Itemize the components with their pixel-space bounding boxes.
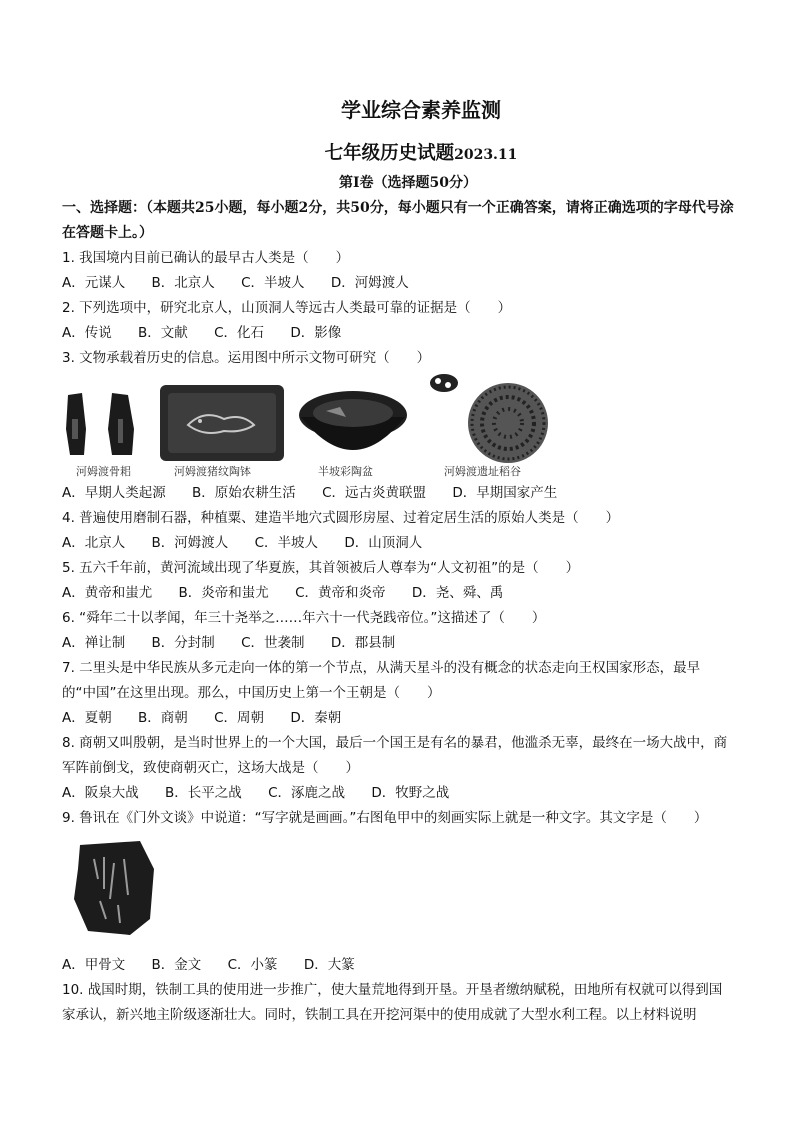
option-c: C．涿鹿之战 <box>268 785 346 801</box>
artifact-caption-4: 河姆渡遗址稻谷 <box>444 465 521 478</box>
question-7-stem: 7. 二里头是中华民族从多元走向一体的第一个节点，从满天星斗的没有概念的状态走向王权国家形态，最早的“中国”在这里出现。那么，中国历史上第一个王朝是（ ） <box>62 660 701 701</box>
question-7-options <box>62 706 734 731</box>
rice-grains-image <box>426 371 556 463</box>
option-a: A．阪泉大战 <box>62 785 139 801</box>
question-8-options <box>62 781 734 806</box>
section-instructions: 一、选择题：（本题共25小题，每小题2分，共50分，每小题只有一个正确答案，请将正确选项的字母代号涂在答题卡上。） <box>62 200 734 241</box>
exam-subtitle <box>108 138 734 170</box>
option-a: A．甲骨文 <box>62 957 126 973</box>
turtle-shell-figure <box>62 831 734 953</box>
question-2-options <box>62 321 734 346</box>
question-9-stem: 9. 鲁讯在《门外文谈》中说道：“写字就是画画。”右图龟甲中的刻画实际上就是一种文字。其文字是（ ） <box>62 810 708 826</box>
option-b: B．原始农耕生活 <box>192 485 296 501</box>
artifact-caption-2: 河姆渡猪纹陶钵 <box>174 465 251 478</box>
exam-title: 学业综合素养监测 <box>341 98 501 122</box>
pig-pottery-bowl-image <box>158 381 286 463</box>
exam-date: 2023.11 <box>454 147 518 163</box>
option-c: C．黄帝和炎帝 <box>295 585 386 601</box>
artifact-caption-3: 半坡彩陶盆 <box>318 465 373 478</box>
question-9-options <box>62 953 734 978</box>
painted-pottery-basin-image <box>296 387 410 457</box>
artifact-images <box>62 371 734 481</box>
option-d: D．尧、舜、禹 <box>411 585 504 601</box>
question-6-options <box>62 631 734 656</box>
option-b: B．金文 <box>151 957 202 973</box>
option-c: C．半坡人 <box>254 535 319 551</box>
subtitle-text: 七年级历史试题 <box>324 143 455 164</box>
part-heading: 第Ⅰ卷（选择题50分） <box>338 175 478 191</box>
question-5-options <box>62 581 734 606</box>
question-2-stem: 2. 下列选项中，研究北京人，山顶洞人等远古人类最可靠的证据是（ ） <box>62 300 512 316</box>
question-1-stem: 1. 我国境内目前已确认的最早古人类是（ ） <box>62 250 350 266</box>
option-c: C．世袭制 <box>241 635 305 651</box>
option-a: A．黄帝和蚩尤 <box>62 585 153 601</box>
option-b: B．河姆渡人 <box>151 535 229 551</box>
option-c: C．小篆 <box>227 957 278 973</box>
option-d: D．河姆渡人 <box>330 275 409 291</box>
exam-page <box>62 92 734 1028</box>
bone-spade-image <box>62 389 154 459</box>
option-d: D．山顶洞人 <box>344 535 423 551</box>
question-6-stem: 6. “舜年二十以孝闻，年三十尧举之……年六十一代尧践帝位。”这描述了（ ） <box>62 610 546 626</box>
option-d: D．牧野之战 <box>371 785 450 801</box>
option-b: B．文献 <box>138 325 188 341</box>
option-d: D．早期国家产生 <box>452 485 558 501</box>
question-1-options <box>62 271 734 296</box>
option-d: D．秦朝 <box>290 710 342 726</box>
option-c: C．周朝 <box>214 710 265 726</box>
oracle-bone-image <box>70 839 162 939</box>
option-b: B．长平之战 <box>165 785 242 801</box>
option-a: A．元谋人 <box>62 275 126 291</box>
option-d: D．影像 <box>290 325 342 341</box>
question-4-stem: 4. 普遍使用磨制石器，种植粟、建造半地穴式圆形房屋、过着定居生活的原始人类是（ ） <box>62 510 620 526</box>
question-3-options <box>62 481 734 506</box>
option-a: A．夏朝 <box>62 710 112 726</box>
option-d: D．大篆 <box>303 957 355 973</box>
artifact-caption-1: 河姆渡骨耜 <box>76 465 131 478</box>
option-c: C．化石 <box>214 325 265 341</box>
question-3-stem: 3. 文物承载着历史的信息。运用图中所示文物可研究（ ） <box>62 350 431 366</box>
option-a: A．早期人类起源 <box>62 485 166 501</box>
option-a: A．传说 <box>62 325 112 341</box>
option-b: B．北京人 <box>151 275 215 291</box>
question-8-stem: 8. 商朝又叫殷朝，是当时世界上的一个大国，最后一个国王是有名的暴君，他滥杀无辜，最终在一场大战中，商军阵前倒戈，致使商朝灭亡，这场大战是（ ） <box>62 735 728 776</box>
question-10-stem: 10. 战国时期，铁制工具的使用进一步推广，使大量荒地得到开垦。开垦者缴纳赋税，田地所有权就可以得到国家承认，新兴地主阶级逐渐壮大。同时，铁制工具在开挖河渠中的使用成就了大型水利工程。以上材料说明 <box>62 982 723 1023</box>
question-4-options <box>62 531 734 556</box>
option-a: A．北京人 <box>62 535 126 551</box>
option-a: A．禅让制 <box>62 635 126 651</box>
question-5-stem: 5. 五六千年前，黄河流域出现了华夏族，其首领被后人尊奉为“人文初祖”的是（ ） <box>62 560 580 576</box>
option-b: B．炎帝和蚩尤 <box>178 585 269 601</box>
option-d: D．郡县制 <box>330 635 396 651</box>
option-c: C．半坡人 <box>241 275 305 291</box>
option-c: C．远古炎黄联盟 <box>322 485 427 501</box>
option-b: B．分封制 <box>151 635 215 651</box>
option-b: B．商朝 <box>138 710 188 726</box>
